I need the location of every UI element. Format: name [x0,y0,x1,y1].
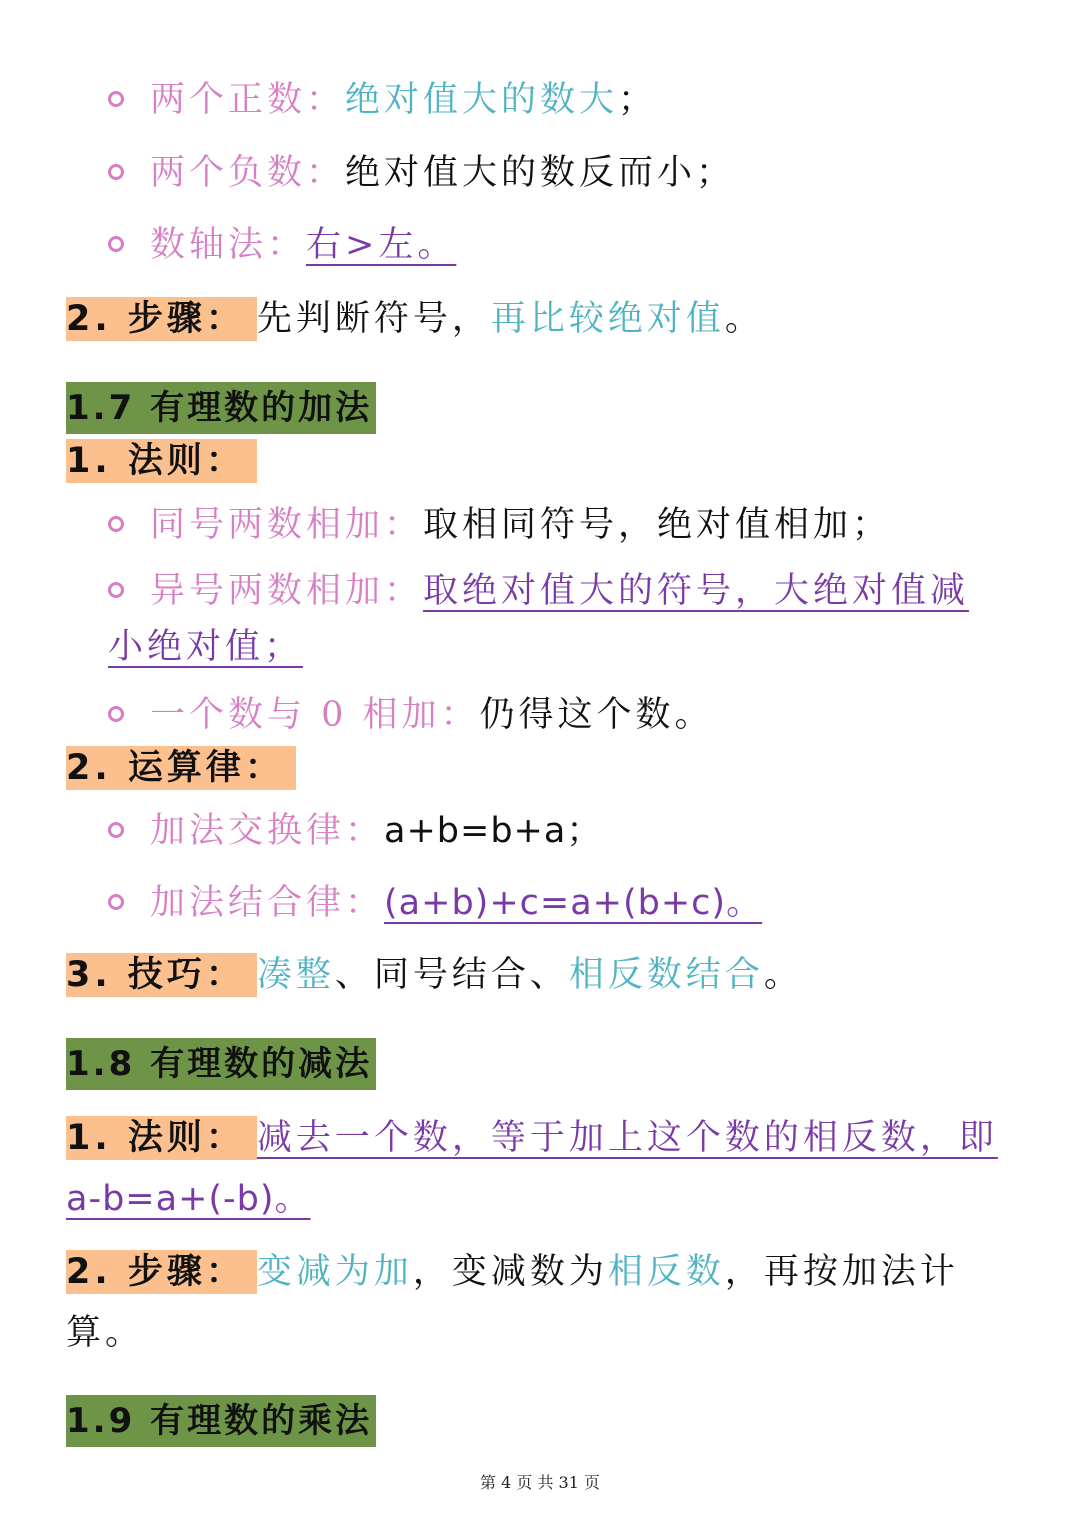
addition-rule-row [66,437,257,485]
subtraction-formula-row [66,1175,311,1223]
subtraction-steps-cont [66,1309,144,1357]
bullet-icon [108,164,124,180]
bullet-value: 右>左。 [306,225,457,265]
bullet-label: 加法交换律： [150,811,385,851]
laws-row [66,744,296,792]
bullet-label: 两个正数： [150,80,346,120]
rule-text: 减去一个数，等于加上这个数的相反数，即 [256,1118,998,1158]
steps-label: 2. 步骤： [66,1250,257,1294]
page-footer: 第 4 页 共 31 页 [480,1473,600,1492]
step-text-2: ，再按加法计 [724,1252,959,1292]
rule-formula: a-b=a+(-b)。 [66,1179,311,1219]
rule-label: 1. 法则： [66,1116,257,1160]
bullet-value: 绝对值大的数反而小； [345,153,736,193]
subtraction-steps-row [66,1248,959,1296]
bullet-icon [108,91,124,107]
bullet-associative [108,879,762,927]
bullet-label: 数轴法： [150,225,307,265]
step-text-1: ，变减数为 [412,1252,608,1292]
bullet-label: 同号两数相加： [150,505,424,545]
bullet-label: 加法结合律： [150,883,385,923]
bullet-same-sign [108,501,891,549]
tip-opposite: 相反数结合 [568,955,764,995]
bullet-two-negatives [108,149,735,197]
bullet-label: 一个数与 0 相加： [150,695,480,735]
bullet-diff-sign-cont [108,623,303,671]
steps-text: 先判断符号， [256,299,491,339]
compare-steps-row [66,295,764,343]
tips-row [66,951,803,999]
tip-sep: 、同号结合、 [334,955,569,995]
bullet-tail: ； [618,80,658,120]
tip-end: 。 [763,955,803,995]
bullet-value: 绝对值大的数大 [345,80,619,120]
bullet-diff-sign [108,567,969,615]
section-1-9-title: 1.9 有理数的乘法 [66,1395,376,1447]
tips-label: 3. 技巧： [66,953,257,997]
bullet-value: 取绝对值大的符号，大绝对值减 [423,571,970,611]
steps-tail: 。 [724,299,764,339]
bullet-value: (a+b)+c=a+(b+c)。 [384,883,763,923]
steps-label: 2. 步骤： [66,297,257,341]
bullet-label: 异号两数相加： [150,571,424,611]
bullet-value: a+b=b+a； [384,811,603,851]
step-text-3: 算。 [66,1313,145,1353]
laws-label: 2. 运算律： [66,746,296,790]
tip-round: 凑整 [256,955,335,995]
bullet-two-positives [108,76,657,124]
section-1-8-title: 1.8 有理数的减法 [66,1038,376,1090]
bullet-add-zero [108,691,714,739]
step-highlight-1: 变减为加 [256,1252,413,1292]
bullet-value: 取相同符号，绝对值相加； [423,505,892,545]
steps-highlight: 再比较绝对值 [490,299,725,339]
bullet-label: 两个负数： [150,153,346,193]
bullet-commutative [108,807,602,855]
rule-label: 1. 法则： [66,439,257,483]
bullet-value-cont: 小绝对值； [108,627,304,667]
bullet-icon [108,582,124,598]
bullet-value: 仍得这个数。 [479,695,714,735]
bullet-number-line [108,221,456,269]
bullet-icon [108,706,124,722]
bullet-icon [108,236,124,252]
bullet-icon [108,894,124,910]
subtraction-rule-row [66,1114,998,1162]
section-1-7-title: 1.7 有理数的加法 [66,382,376,434]
bullet-icon [108,516,124,532]
step-highlight-2: 相反数 [607,1252,725,1292]
bullet-icon [108,822,124,838]
